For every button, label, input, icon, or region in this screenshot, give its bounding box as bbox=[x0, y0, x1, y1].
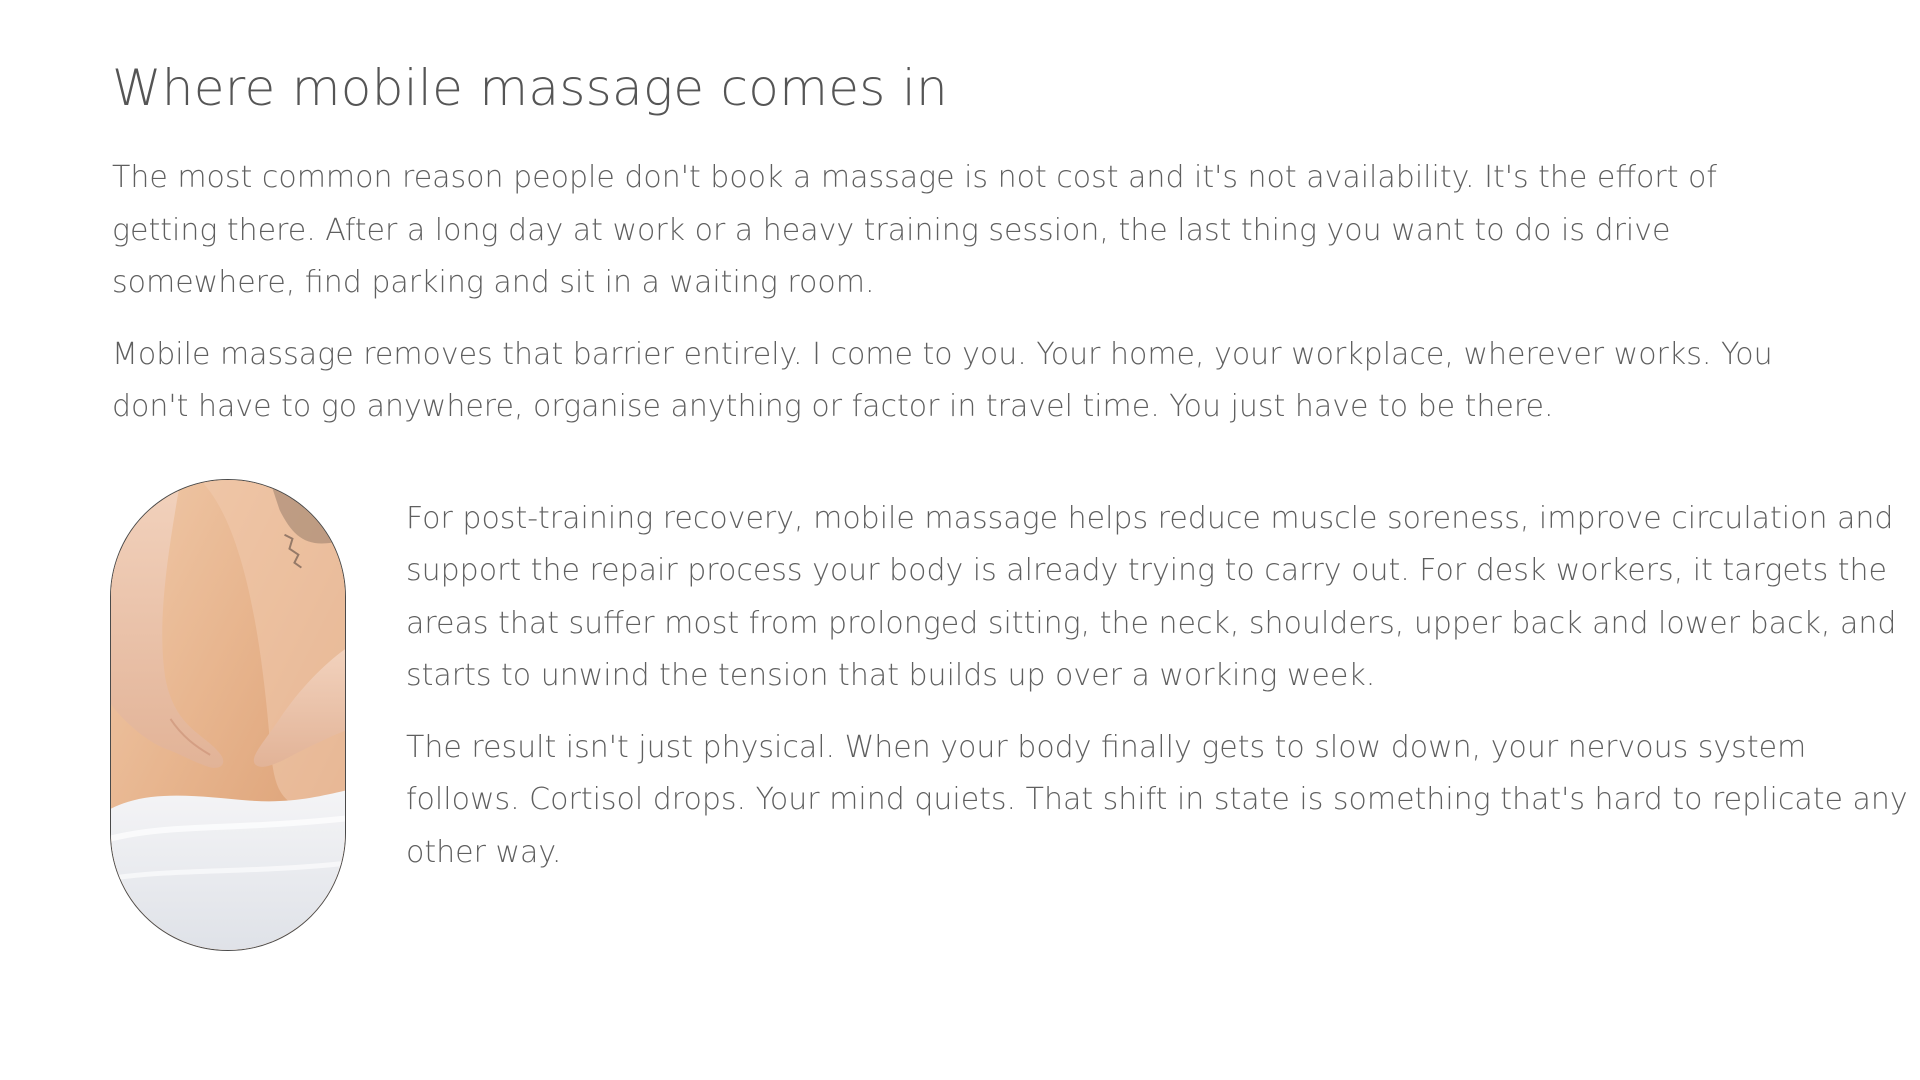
feature-paragraph-2: The result isn't just physical. When your body finally gets to slow down, your nervous system follows. Cortisol drops. Your mind quiets. That shift in state is something that's hard to replicate any other way. bbox=[406, 729, 1908, 870]
section-heading: Where mobile massage comes in bbox=[112, 59, 948, 117]
feature-paragraph-1: For post-training recovery, mobile massage helps reduce muscle soreness, improve circulation and support the repair process your body is already trying to carry out. For desk workers, it targets the areas that suffer most from prolonged sitting, the neck, shoulders, upper back and lower back, and starts to unwind the tension that builds up over a working week. bbox=[406, 500, 1897, 693]
intro-text bbox=[112, 152, 1812, 434]
intro-paragraph-2: Mobile massage removes that barrier entirely. I come to you. Your home, your workplace, wherever works. You don't have to go anywhere, organise anything or factor in travel time. You just have to be there. bbox=[112, 336, 1773, 424]
massage-photo bbox=[110, 479, 346, 951]
feature-block bbox=[112, 479, 1908, 954]
feature-text bbox=[406, 493, 1920, 880]
content-section bbox=[112, 52, 1908, 954]
massage-photo-icon bbox=[111, 480, 345, 950]
intro-paragraph-1: The most common reason people don't book a massage is not cost and it's not availability. It's the effort of getting there. After a long day at work or a heavy training session, the last thing you want to do is drive somewhere, find parking and sit in a waiting room. bbox=[112, 160, 1717, 300]
